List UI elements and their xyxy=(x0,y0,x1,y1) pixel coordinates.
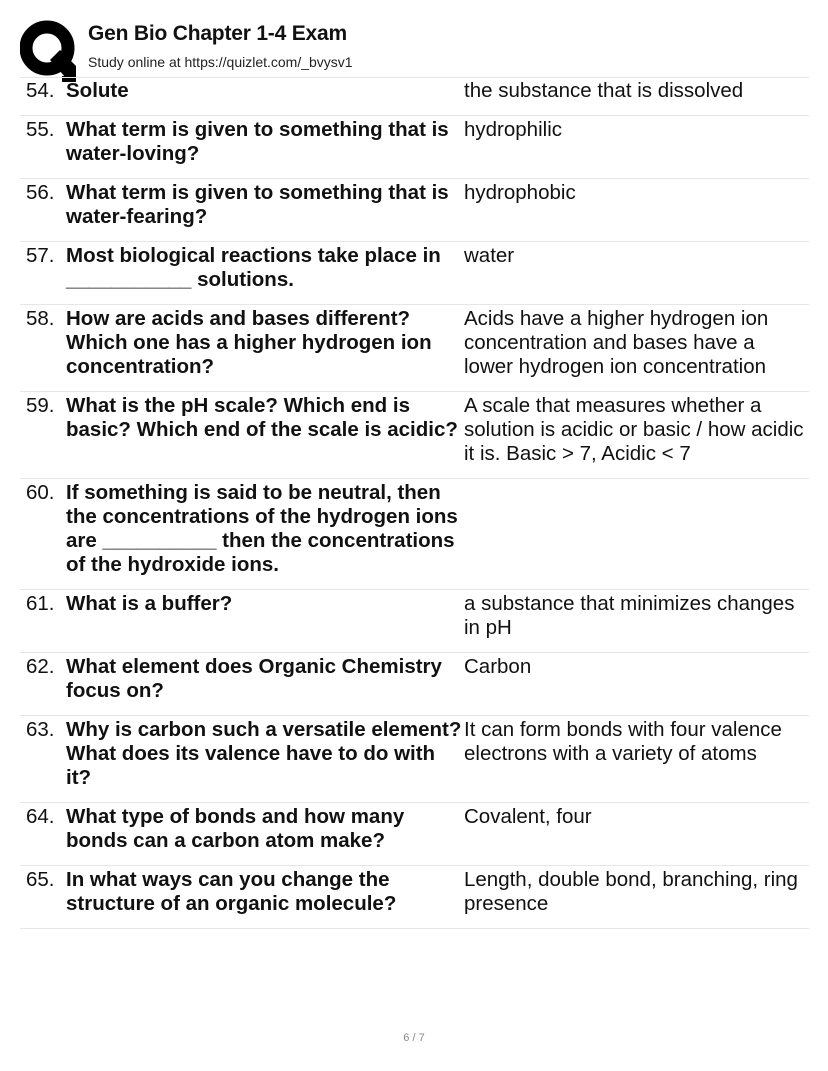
document-header xyxy=(20,16,810,76)
card-term: How are acids and bases different? Which one has a higher hydrogen ion concentration? xyxy=(66,307,432,378)
card-term: Most biological reactions take place in ___________ solutions. xyxy=(66,244,441,291)
card-number: 61. xyxy=(26,592,55,615)
card-row xyxy=(20,802,809,865)
card-row xyxy=(20,478,809,589)
card-number: 58. xyxy=(26,307,55,330)
card-term: If something is said to be neutral, then the concentrations of the hydrogen ions are __________ then the concentrations of the hydroxide ions. xyxy=(66,481,458,576)
card-number: 57. xyxy=(26,244,55,267)
card-definition: the substance that is dissolved xyxy=(464,79,744,102)
card-row xyxy=(20,589,809,652)
page-indicator: 6 / 7 xyxy=(403,1032,425,1044)
quizlet-logo-icon xyxy=(20,20,76,82)
card-number: 65. xyxy=(26,868,55,891)
card-definition xyxy=(464,481,809,577)
card-number: 56. xyxy=(26,181,55,204)
card-row xyxy=(20,304,809,391)
card-number: 54. xyxy=(26,79,55,102)
card-definition: Acids have a higher hydrogen ion concentration and bases have a lower hydrogen ion concentration xyxy=(464,307,769,378)
card-definition: Carbon xyxy=(464,655,532,678)
card-row xyxy=(20,391,809,478)
card-number: 60. xyxy=(26,481,55,504)
card-term: What element does Organic Chemistry focus on? xyxy=(66,655,442,702)
card-definition: hydrophobic xyxy=(464,181,576,204)
flashcard-list xyxy=(20,77,809,929)
card-term: Solute xyxy=(66,79,129,102)
card-definition: It can form bonds with four valence electrons with a variety of atoms xyxy=(464,718,782,765)
study-online-link-text: Study online at https://quizlet.com/_bvysv1 xyxy=(88,54,353,70)
card-definition: Length, double bond, branching, ring presence xyxy=(464,868,798,915)
card-definition: water xyxy=(464,244,515,267)
card-number: 63. xyxy=(26,718,55,741)
card-term: What term is given to something that is water-fearing? xyxy=(66,181,449,228)
card-definition: A scale that measures whether a solution is acidic or basic / how acidic it is. Basic > 7, Acidic < 7 xyxy=(464,394,804,465)
card-row xyxy=(20,241,809,304)
card-number: 59. xyxy=(26,394,55,417)
card-term: What type of bonds and how many bonds can a carbon atom make? xyxy=(66,805,405,852)
card-term: What is a buffer? xyxy=(66,592,233,615)
card-term: Why is carbon such a versatile element? What does its valence have to do with it? xyxy=(66,718,462,789)
card-row xyxy=(20,178,809,241)
card-row xyxy=(20,865,809,929)
card-number: 55. xyxy=(26,118,55,141)
card-definition: Covalent, four xyxy=(464,805,592,828)
card-term: What is the pH scale? Which end is basic? Which end of the scale is acidic? xyxy=(66,394,458,441)
card-term: In what ways can you change the structure of an organic molecule? xyxy=(66,868,397,915)
card-row xyxy=(20,77,809,115)
document-title: Gen Bio Chapter 1-4 Exam xyxy=(88,22,347,45)
card-definition: a substance that minimizes changes in pH xyxy=(464,592,795,639)
card-definition: hydrophilic xyxy=(464,118,562,141)
card-row xyxy=(20,652,809,715)
card-term: What term is given to something that is water-loving? xyxy=(66,118,449,165)
card-row xyxy=(20,115,809,178)
card-number: 64. xyxy=(26,805,55,828)
card-row xyxy=(20,715,809,802)
card-number: 62. xyxy=(26,655,55,678)
